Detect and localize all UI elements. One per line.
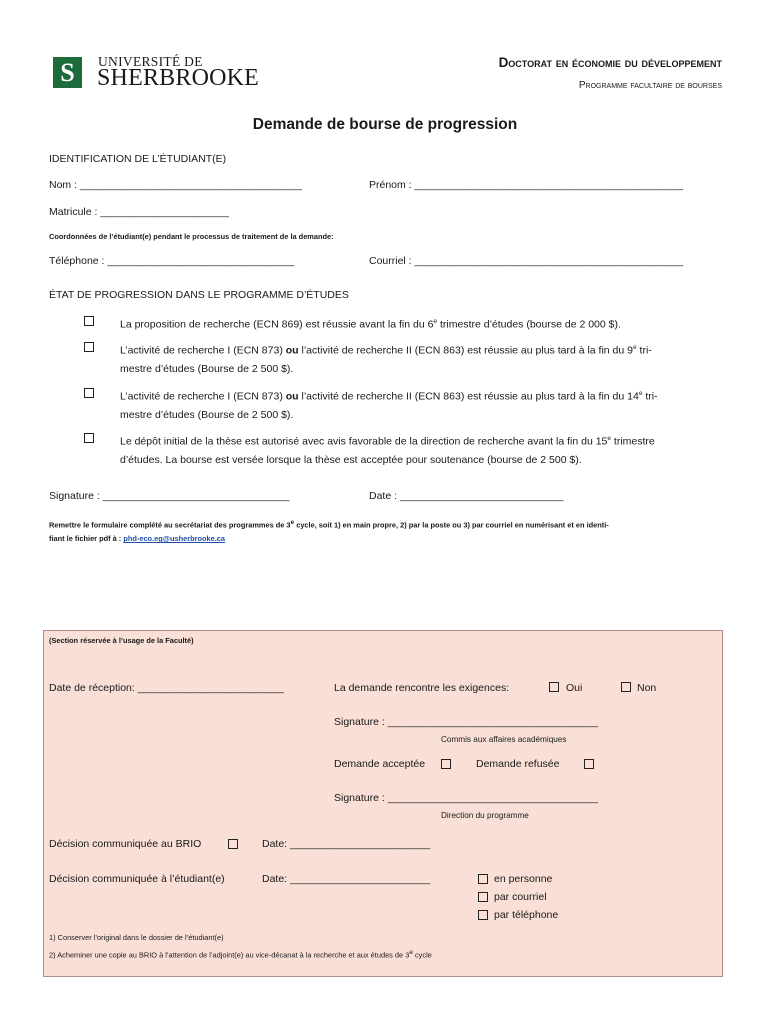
progression-item-1: La proposition de recherche (ECN 869) est réussie avant la fin du 6e trimestre d’études (bourse de 2 000 $). [120, 318, 621, 331]
signature-field[interactable]: Signature : ________________________________ [49, 490, 290, 502]
progression-item-2: L’activité de recherche I (ECN 873) ou l’activité de recherche II (ECN 863) est réussie au plus tard à la fin du 9e tri- mestre d’études (Bourse de 2 500 $). [120, 344, 652, 375]
courriel-field[interactable]: Courriel : ______________________________________________ [369, 255, 684, 267]
demande-refusee-label: Demande refusée [476, 758, 560, 770]
par-courriel-checkbox[interactable] [478, 892, 488, 902]
faculty-section-label: (Section réservée à l’usage de la Faculté) [49, 636, 194, 645]
date-reception-field[interactable]: Date de réception: _________________________ [49, 682, 284, 694]
progression-checkbox-2[interactable] [84, 342, 94, 352]
document-subtitle: Programme facultaire de bourses [578, 80, 722, 91]
exigences-label: La demande rencontre les exigences: [334, 682, 510, 694]
telephone-field[interactable]: Téléphone : ________________________________ [49, 255, 295, 267]
en-personne-checkbox[interactable] [478, 874, 488, 884]
signature-commis-field[interactable]: Signature : ____________________________________ [334, 716, 598, 728]
brio-label: Décision communiquée au BRIO [49, 838, 202, 850]
brio-checkbox[interactable] [228, 839, 238, 849]
signature-commis-caption: Commis aux affaires académiques [441, 735, 567, 744]
demande-refusee-checkbox[interactable] [584, 759, 594, 769]
signature-direction-field[interactable]: Signature : ____________________________________ [334, 792, 598, 804]
identification-section-label: IDENTIFICATION DE L’ÉTUDIANT(E) [49, 153, 227, 165]
date-field[interactable]: Date : ____________________________ [369, 490, 564, 502]
prenom-field[interactable]: Prénom : ______________________________________________ [369, 179, 684, 191]
faculty-note-1: 1) Conserver l’original dans le dossier de l’étudiant(e) [49, 933, 224, 942]
progression-section-label: ÉTAT DE PROGRESSION DANS LE PROGRAMME D’ÉTUDES [49, 289, 349, 301]
etudiant-label: Décision communiquée à l’étudiant(e) [49, 873, 225, 885]
non-label: Non [637, 682, 657, 694]
progression-item-3: L’activité de recherche I (ECN 873) ou l’activité de recherche II (ECN 863) est réussie au plus tard à la fin du 14e tri- mestre d’études (Bourse de 2 500 $). [120, 390, 658, 421]
remit-instructions: Remettre le formulaire complété au secrétariat des programmes de 3e cycle, soit 1) en main propre, 2) par la poste ou 3) par courriel en numérisant et en identi- fiant le fichier pdf à : phd-eco.eg@usherbrooke.ca [49, 519, 609, 544]
matricule-field[interactable]: Matricule : ______________________ [49, 206, 229, 218]
document-title: Doctorat en économie du développement [498, 55, 722, 70]
par-telephone-label: par téléphone [494, 909, 559, 921]
non-checkbox[interactable] [621, 682, 631, 692]
progression-checkbox-3[interactable] [84, 388, 94, 398]
progression-checkbox-1[interactable] [84, 316, 94, 326]
logo-text-top: UNIVERSITÉ DE [98, 54, 203, 69]
par-courriel-label: par courriel [494, 891, 547, 903]
oui-label: Oui [566, 682, 583, 694]
par-telephone-checkbox[interactable] [478, 910, 488, 920]
progression-checkbox-4[interactable] [84, 433, 94, 443]
oui-checkbox[interactable] [549, 682, 559, 692]
form-heading: Demande de bourse de progression [252, 116, 518, 133]
nom-field[interactable]: Nom : ______________________________________ [49, 179, 302, 191]
demande-acceptee-label: Demande acceptée [334, 758, 426, 770]
demande-acceptee-checkbox[interactable] [441, 759, 451, 769]
logo-text-bottom: SHERBROOKE [97, 65, 260, 91]
brio-date-field[interactable]: Date: ________________________ [262, 838, 431, 850]
university-logo-mark: S [53, 57, 82, 88]
faculty-note-2: 2) Acheminer une copie au BRIO à l’attention de l’adjoint(e) au vice-décanat à la recherche et aux études de 3e cycle [49, 949, 432, 960]
progression-item-4: Le dépôt initial de la thèse est autorisé avec avis favorable de la direction de recherche avant la fin du 15e trimestre d’études. La bourse est versée lorsque la thèse est acceptée pour soutenance (bourse de 2 500 $). [120, 435, 655, 466]
signature-direction-caption: Direction du programme [441, 811, 529, 820]
etudiant-date-field[interactable]: Date: ________________________ [262, 873, 431, 885]
coordonnees-note: Coordonnées de l’étudiant(e) pendant le processus de traitement de la demande: [49, 232, 334, 241]
en-personne-label: en personne [494, 873, 553, 885]
email-link[interactable]: phd-eco.eg@usherbrooke.ca [123, 534, 225, 544]
